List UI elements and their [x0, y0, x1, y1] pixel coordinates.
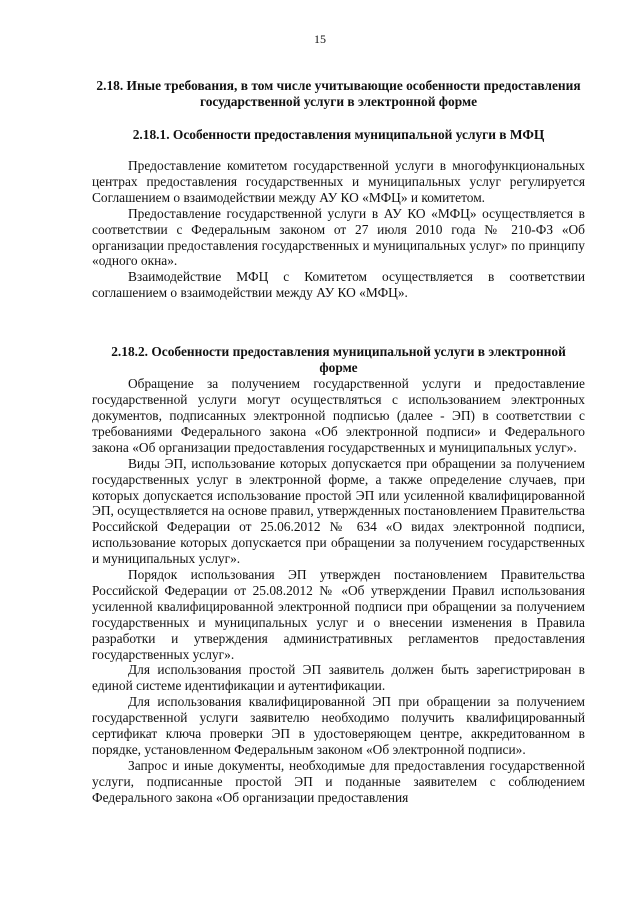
paragraph: Виды ЭП, использование которых допускается при обращении за получением государственных услуг в электронной форме, а также определение случаев, при которых допускается использование простой ЭП или усиленной квалифицированной ЭП, осуществляется на основе правил, утвержденных постановлением Правительства Российской Федерации от 25.06.2012 № 634 «О видах электронной подписи, использование которых допускается при обращении за получением государственных и муниципальных услуг».: [92, 455, 585, 567]
subsection-2-title: 2.18.2. Особенности предоставления муниципальной услуги в электронной форме: [111, 344, 566, 376]
paragraph: Предоставление комитетом государственной услуги в многофункциональных центрах предоставления государственных и муниципальных услуг регулируется Соглашением о взаимодействии между АУ КО «МФЦ» и комитетом.: [92, 158, 585, 205]
paragraph: Запрос и иные документы, необходимые для предоставления государственной услуги, подписанные простой ЭП и поданные заявителем с соблюдением Федерального закона «Об организации предоставления: [92, 757, 585, 805]
paragraph: Для использования квалифицированной ЭП при обращении за получением государственной услуги заявителю необходимо получить квалифицированный сертификат ключа проверки ЭП в удостоверяющем центре, аккредитованном в порядке, установленном Федеральным законом «Об электронной подписи».: [92, 694, 585, 757]
paragraph: Для использования простой ЭП заявитель должен быть зарегистрирован в единой системе идентификации и аутентификации.: [92, 662, 585, 694]
subsection-1-body: [92, 158, 585, 301]
page-number: 15: [314, 32, 326, 46]
section-spacer: [92, 301, 585, 322]
document-body: [92, 78, 585, 806]
subsection-2-body: [92, 376, 585, 805]
paragraph: Порядок использования ЭП утвержден постановлением Правительства Российской Федерации от 25.08.2012 № «Об утверждении Правил использования усиленной квалифицированной электронной подписи при обращении за получением государственных и муниципальных услуг и о внесении изменения в Правила разработки и утверждения административных регламентов предоставления государственных услуг».: [92, 567, 585, 662]
paragraph: Обращение за получением государственной услуги и предоставление государственной услуги могут осуществляться с использованием электронных документов, подписанных электронной подписью (далее - ЭП) в соответствии с требованиями Федерального закона «Об электронной подписи» и Федерального закона «Об организации предоставления государственных и муниципальных услуг».: [92, 376, 585, 455]
paragraph: Взаимодействие МФЦ с Комитетом осуществляется в соответствии соглашением о взаимодействии между АУ КО «МФЦ».: [92, 269, 585, 301]
paragraph: Предоставление государственной услуги в АУ КО «МФЦ» осуществляется в соответствии с Федеральным законом от 27 июля 2010 года № 210-ФЗ «Об организации предоставления государственных и муниципальных услуг» по принципу «одного окна».: [92, 205, 585, 269]
section-title: 2.18. Иные требования, в том числе учитывающие особенности предоставления государственной услуги в электронной форме: [96, 78, 581, 109]
subsection-1-title: 2.18.1. Особенности предоставления муниципальной услуги в МФЦ: [132, 127, 545, 142]
